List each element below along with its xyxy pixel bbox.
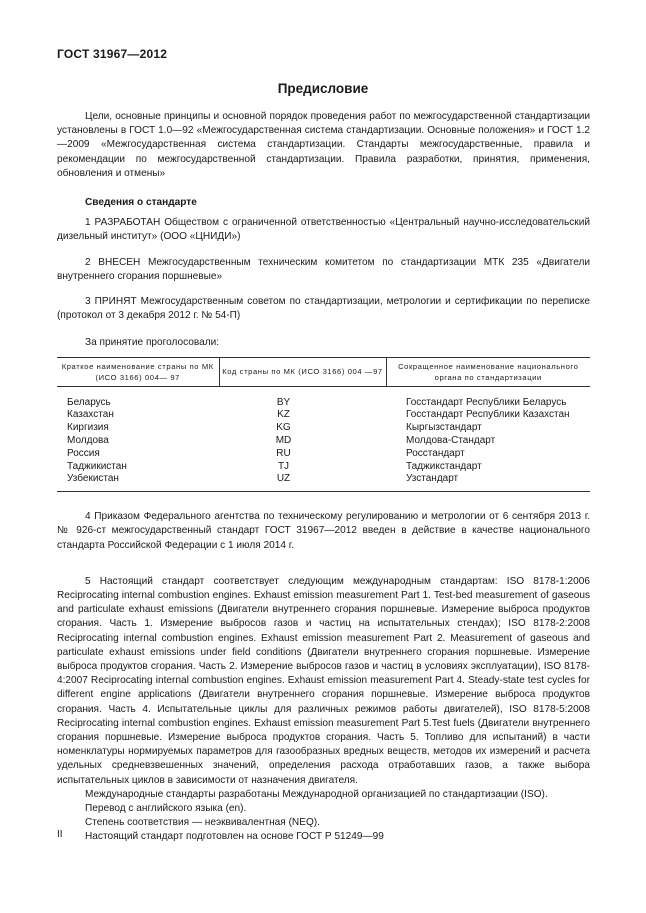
note-international: Международные стандарты разработаны Международной организацией по стандартизации (ISO).: [85, 788, 548, 800]
code-cell: BY: [276, 396, 291, 408]
table-row: [57, 461, 590, 474]
body-cell: Узстандарт: [386, 473, 590, 491]
header-body: Сокращенное наименование национального органа по стандартизации: [386, 357, 590, 386]
body-cell: Росстандарт: [406, 447, 465, 459]
body-cell: Молдова-Стандарт: [406, 435, 496, 447]
country-cell: Молдова: [67, 435, 109, 447]
table-row: [57, 473, 590, 491]
table-row: [57, 409, 590, 422]
page-title: Предисловие: [277, 81, 369, 96]
header-country: Краткое наименование страны по МК (ИСО 3166) 004— 97: [57, 357, 219, 386]
country-cell: Таджикистан: [67, 460, 127, 472]
table-row: [57, 422, 590, 435]
header-code: Код страны по МК (ИСО 3166) 004 —97: [219, 357, 386, 386]
vote-label: За принятие проголосовали:: [85, 337, 220, 349]
code-cell: TJ: [277, 460, 290, 472]
code-cell: UZ: [219, 473, 386, 491]
table-row: [57, 448, 590, 461]
note-degree: Степень соответствия — неэквивалентная (NEQ).: [85, 817, 320, 829]
code-cell: KZ: [277, 409, 290, 421]
country-cell: Узбекистан: [57, 473, 219, 491]
item-enacted: 4 Приказом Федерального агентства по техническому регулированию и метрологии от 6 сентября 2013 г. № 926-ст межгосударственный стандарт ГОСТ 31967—2012 введен в действие в качестве национального стандарта Российской Федерации с 1 июля 2014 г.: [57, 511, 590, 551]
country-cell: Беларусь: [67, 396, 111, 408]
country-cell: Казахстан: [67, 409, 114, 421]
standard-id: ГОСТ 31967—2012: [57, 47, 168, 61]
intro-paragraph: Цели, основные принципы и основной порядок проведения работ по межгосударственной стандартизации установлены в ГОСТ 1.0—92 «Межгосударственная система стандартизации. Основные положения» и ГОСТ 1.2—2009 «Межгосударственная система стандартизации. Стандарты межгосударственные, правила и рекомендации по межгосударственной стандартизации. Правила разработки, принятия, применения, обновления и отмены»: [57, 111, 590, 179]
body-cell: Госстандарт Республики Беларусь: [406, 396, 567, 408]
country-cell: Киргизия: [67, 422, 109, 434]
table-row: [57, 435, 590, 448]
body-cell: Таджикстандарт: [406, 460, 482, 472]
item-developed: 1 РАЗРАБОТАН Обществом с ограниченной ответственностью «Центральный научно-исследовательский дизельный институт» (ООО «ЦНИДИ»): [57, 217, 590, 243]
page-number: II: [57, 829, 63, 840]
code-cell: KG: [276, 422, 291, 434]
item-adopted: 3 ПРИНЯТ Межгосударственным советом по стандартизации, метрологии и сертификации по переписке (протокол от 3 декабря 2012 г. № 54-П): [57, 296, 590, 322]
note-basis: Настоящий стандарт подготовлен на основе ГОСТ Р 51249—99: [85, 831, 384, 843]
country-cell: Россия: [67, 447, 100, 459]
body-cell: Госстандарт Республики Казахстан: [406, 409, 570, 421]
section-heading: Сведения о стандарте: [85, 197, 197, 209]
item-introduced: 2 ВНЕСЕН Межгосударственным техническим комитетом по стандартизации МТК 235 «Двигатели внутреннего сгорания поршневые»: [57, 256, 590, 282]
code-cell: RU: [276, 447, 291, 459]
body-cell: Кыргызстандарт: [406, 422, 482, 434]
table-row: [57, 386, 590, 409]
item-correspondence: 5 Настоящий стандарт соответствует следующим международным стандартам: ISO 8178-1:2006 Reciprocating internal combustion engines. Exhaust emission measurement Part 1. Test-bed measurement of gaseous and particulate exhaust emissions (Двигатели внутреннего сгорания поршневые. Измерение выброса продуктов сгорания. Часть 1. Измерение выбросов газов и частиц на испытательных стендах); ISO 8178-2:2008 Reciprocating internal combustion engines. Exhaust emission measurement Part 2. Measurement of gaseous and particulate exhaust emissions under field conditions (Двигатели внутреннего сгорания поршневые. Измерение выброса продуктов сгорания. Часть 2. Измерение выбросов газов и частиц в условиях эксплуатации), ISO 8178-4:2007 Reciprocating internal combustion engines. Exhaust emission measurement Part 4. Steady-state test cycles for different engine applications (Двигатели внутреннего сгорания поршневые. Измерение выброса продуктов сгорания. Часть 4. Испытательные циклы для различных режимов работы двигателей), ISO 8178-5:2008 Reciprocating internal combustion engines. Exhaust emission measurement Part 5.Test fuels (Двигатели внутреннего сгорания поршневые. Измерение выброса продуктов сгорания. Часть 5. Топливо для испытаний) в части номенклатуры нормируемых параметров для газообразных вредных веществ, методов их измерений и расчета удельных средневзвешенных значений, определения расхода отработавших газов, а также выбора испытательных циклов в зависимости от назначения двигателя.: [57, 575, 590, 786]
table-header-row: [57, 357, 590, 386]
document-body: [57, 110, 590, 845]
note-language: Перевод с английского языка (en).: [85, 803, 247, 815]
code-cell: MD: [275, 435, 292, 447]
states-table: [57, 357, 590, 493]
